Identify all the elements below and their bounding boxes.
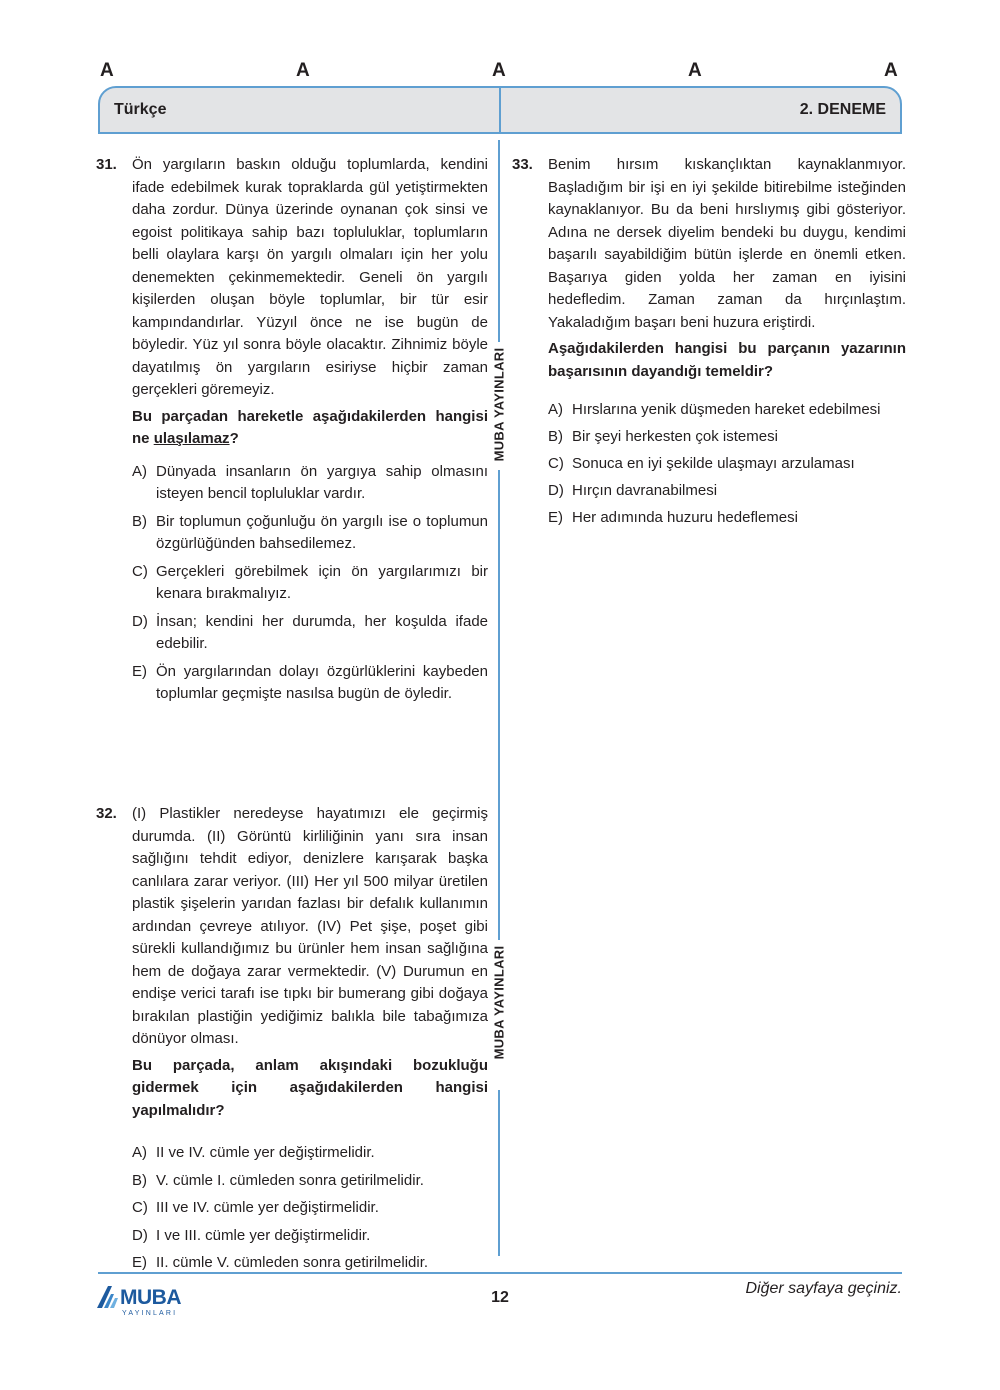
answer-options (132, 461, 488, 706)
answer-option-b[interactable]: B) Bir şeyi herkesten çok istemesi (548, 428, 778, 445)
side-label: MUBA YAYINLARI (491, 945, 507, 1059)
answer-options (548, 399, 906, 530)
question-32 (96, 803, 488, 1280)
question-stem: Aşağıdakilerden hangisi bu parçanın yazarının başarısının dayandığı temeldir? (548, 340, 906, 380)
logo-subtitle: YAYINLARI (122, 1310, 178, 1317)
answer-options (132, 1142, 488, 1275)
column-divider (498, 1090, 500, 1256)
booklet-letter: A (884, 60, 898, 81)
question-passage: Ön yargıların baskın olduğu toplumlarda, kendini ifade edebilmek kurak topraklarda gül yetiştirmekten daha zordur. Dünya üzerinde oynanan çok sinsi ve egoist politikaya sahip bazı topluluklar, toplumların belli olaylara karşı ön yargılı olmaları için her yolu denemekten çekinmemektedir. Geneli ön yargılı kişilerden oluşan böyle toplumlar, bir tür esir kampındandırlar. Yüzyıl önce ne ise bugün de böyledir. Yüz yıl sonra böyle olacaktır. Zihnimiz böyle dayatılmış ön yargıların esiriyse hiçbir zaman gerçekleri göremeyiz. (132, 156, 488, 398)
answer-option-e[interactable]: E) Her adımında huzuru hedeflemesi (548, 509, 798, 526)
question-stem: Bu parçada, anlam akışındaki bozukluğu gidermek için aşağıdakilerden hangisi yapılmalıdır? (132, 1056, 488, 1119)
next-page-note: Diğer sayfaya geçiniz. (745, 1280, 902, 1297)
answer-option-e[interactable]: E) Ön yargılarından dolayı özgürlüklerini kaybeden toplumlar geçmişte nasılsa bugün de öyledir. (132, 662, 488, 702)
question-33 (512, 154, 906, 534)
logo-brand: MUBA (120, 1286, 181, 1309)
answer-option-b[interactable]: B) V. cümle I. cümleden sonra getirilmelidir. (132, 1171, 424, 1189)
subject-title: Türkçe (114, 101, 167, 118)
booklet-letter: A (688, 60, 702, 81)
answer-option-a[interactable]: A) Dünyada insanların ön yargıya sahip olmasını isteyen bencil topluluklar vardır. (132, 462, 488, 502)
answer-option-c[interactable]: C) Sonuca en iyi şekilde ulaşmayı arzulaması (548, 455, 855, 472)
answer-option-a[interactable]: A) Hırslarına yenik düşmeden hareket edebilmesi (548, 401, 881, 418)
question-passage: (I) Plastikler neredeyse hayatımızı ele geçirmiş durumda. (II) Görüntü kirliliğinin yanı sıra insan sağlığını tehdit ediyor, denizlere karışarak başka canlılara zarar veriyor. (III) Her yıl 500 milyar üretilen plastik şişelerin yarıdan fazlası bir defalık kullanımın ardından çevreye atılıyor. (IV) Pet şişe, poşet gibi sürekli kullandığımız bu ürünler hem insan sağlığına hem de doğaya zarar vermektedir. (V) Durumun en endişe verici tarafı ise tıpkı bir bumerang gibi doğaya bırakılan plastiğin yediğimiz balıkla bile tabağımıza dönüyor olması. (132, 805, 488, 1047)
question-31 (96, 154, 488, 711)
page-header (98, 86, 902, 134)
question-number: 33. (512, 156, 533, 173)
publisher-logo (96, 1282, 196, 1322)
answer-option-e[interactable]: E) II. cümle V. cümleden sonra getirilmelidir. (132, 1254, 429, 1271)
answer-option-a[interactable]: A) II ve IV. cümle yer değiştirmelidir. (132, 1144, 375, 1161)
question-stem: Bu parçadan hareketle aşağıdakilerden hangisi ne ulaşılamaz? (132, 407, 488, 447)
booklet-letters (0, 60, 1000, 84)
column-divider (498, 470, 500, 940)
question-number: 32. (96, 805, 117, 822)
booklet-letter: A (492, 60, 506, 81)
booklet-letter: A (100, 60, 114, 81)
exam-title: 2. DENEME (799, 101, 886, 118)
footer-divider (98, 1272, 902, 1274)
answer-option-c[interactable]: C) III ve IV. cümle yer değiştirmelidir. (132, 1199, 379, 1216)
column-divider (498, 140, 500, 342)
question-passage: Benim hırsım kıskançlıktan kaynaklanmıyor. Başladığım bir işi en iyi şekilde bitirebilme isteğinden kaynaklanıyor. Bu da beni hırslıymış gibi gösteriyor. Adına ne dersek diyelim bendeki bu duygu, kendimi başarılı sayabildiğim bütün işlerde en önemli etken. Başarıya giden yolda her zaman en iyisini hedefledim. Zaman zaman da hırçınlaştım. Yakaladığım başarı beni huzura eriştirdi. (548, 156, 906, 331)
question-number: 31. (96, 156, 117, 173)
answer-option-d[interactable]: D) İnsan; kendini her durumda, her koşulda ifade edebilir. (132, 612, 488, 652)
muba-logo-mark-icon (96, 1284, 122, 1310)
booklet-letter: A (296, 60, 310, 81)
answer-option-c[interactable]: C) Gerçekleri görebilmek için ön yargılarımızı bir kenara bırakmalıyız. (132, 562, 488, 602)
page-number: 12 (491, 1289, 509, 1306)
answer-option-b[interactable]: B) Bir toplumun çoğunluğu ön yargılı ise o toplumun özgürlüğünden bahsedilemez. (132, 512, 488, 552)
header-divider (499, 88, 501, 132)
answer-option-d[interactable]: D) I ve III. cümle yer değiştirmelidir. (132, 1226, 371, 1244)
side-label: MUBA YAYINLARI (491, 347, 507, 461)
answer-option-d[interactable]: D) Hırçın davranabilmesi (548, 482, 718, 499)
